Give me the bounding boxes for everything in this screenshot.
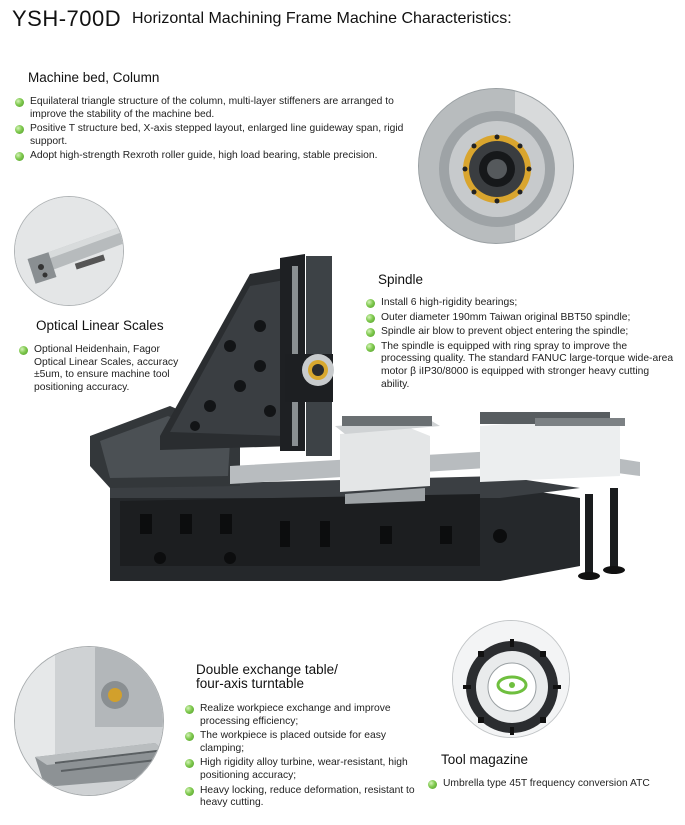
list-item: Adopt high-strength Rexroth roller guide, high load bearing, stable precision. (14, 150, 406, 163)
exchange-list (184, 703, 426, 812)
spindle-photo (418, 88, 574, 244)
list-item: Equilateral triangle structure of the column, multi-layer stiffeners are arranged to improve the stability of the machine bed. (14, 96, 406, 121)
magazine-list (427, 778, 679, 793)
section-title-exchange-line2: four-axis turntable (196, 676, 305, 691)
list-item: Heavy locking, reduce deformation, resistant to heavy cutting. (184, 785, 426, 810)
list-item: Outer diameter 190mm Taiwan original BBT50 spindle; (365, 312, 675, 325)
list-item: High rigidity alloy turbine, wear-resistant, high positioning accuracy; (184, 757, 426, 782)
list-item: Spindle air blow to prevent object entering the spindle; (365, 326, 675, 339)
section-title-magazine: Tool magazine (441, 752, 529, 767)
bed-column-list (14, 96, 406, 165)
page-title: Horizontal Machining Frame Machine Characteristics: (132, 10, 512, 27)
spindle-nose-icon (419, 89, 574, 244)
tool-magazine-photo (452, 620, 570, 738)
list-item: The spindle is equipped with ring spray to improve the processing quality. The standard FANUC large-torque wide-area motor β iIP30/8000 is equipped with stronger heavy cutting ability. (365, 341, 675, 391)
section-title-bed-column: Machine bed, Column (28, 70, 160, 85)
tool-magazine-icon (453, 621, 570, 738)
section-title-exchange-line1: Double exchange table/ (196, 662, 338, 677)
exchange-table-photo (14, 646, 164, 796)
list-item: Positive T structure bed, X-axis stepped layout, enlarged line guideway span, rigid support. (14, 123, 406, 148)
section-title-scales: Optical Linear Scales (36, 318, 164, 333)
list-item: The workpiece is placed outside for easy clamping; (184, 730, 426, 755)
model-title: YSH-700D (12, 6, 122, 31)
list-item: Install 6 high-rigidity bearings; (365, 297, 675, 310)
section-title-spindle: Spindle (378, 272, 424, 287)
list-item: Optional Heidenhain, Fagor Optical Linear Scales, accuracy ±5um, to ensure machine tool positioning accuracy. (18, 344, 180, 394)
list-item: Realize workpiece exchange and improve processing efficiency; (184, 703, 426, 728)
list-item: Umbrella type 45T frequency conversion ATC (427, 778, 679, 791)
exchange-table-icon (15, 647, 164, 796)
machine-illustration (80, 236, 645, 606)
